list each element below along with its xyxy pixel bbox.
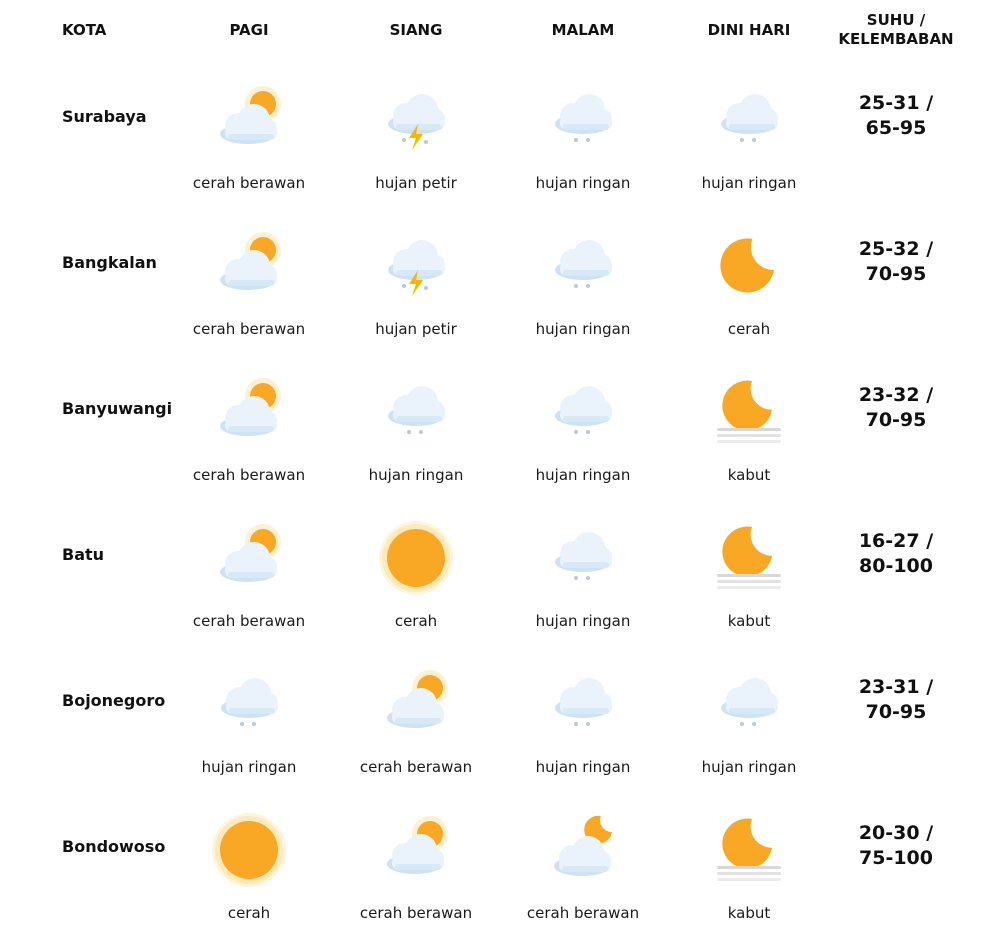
city-name: Surabaya xyxy=(62,106,147,126)
forecast-cell xyxy=(166,70,332,216)
forecast-cell xyxy=(666,508,832,654)
weather-label: cerah berawan xyxy=(526,904,640,922)
humidity-range: 80-100 xyxy=(859,555,933,577)
forecast-row xyxy=(0,362,1000,508)
weather-label: hujan ringan xyxy=(368,466,464,484)
weather-label: hujan ringan xyxy=(535,758,631,776)
weather-label: cerah xyxy=(227,904,271,922)
weather-label: cerah berawan xyxy=(359,904,473,922)
temperature-humidity xyxy=(818,508,974,600)
city-name: Bangkalan xyxy=(62,252,157,272)
forecast-cell xyxy=(666,800,832,946)
weather-label: cerah berawan xyxy=(359,758,473,776)
temperature-humidity xyxy=(818,70,974,162)
weather-label: hujan petir xyxy=(375,320,457,338)
weather-label: cerah berawan xyxy=(192,612,306,630)
temperature-range: 25-31 / xyxy=(858,92,934,114)
weather-label: cerah xyxy=(727,320,771,338)
forecast-row xyxy=(0,216,1000,362)
temperature-humidity xyxy=(818,800,974,892)
forecast-row xyxy=(0,508,1000,654)
city-name: Bondowoso xyxy=(62,836,166,856)
forecast-cell xyxy=(166,216,332,362)
temperature-humidity xyxy=(818,654,974,746)
forecast-cell xyxy=(666,362,832,508)
humidity-range: 75-100 xyxy=(859,847,933,869)
forecast-cell xyxy=(666,654,832,800)
weather-label: kabut xyxy=(727,904,771,922)
column-header-pagi: PAGI xyxy=(229,20,269,39)
temperature-range: 23-32 / xyxy=(858,384,934,406)
column-header-malam: MALAM xyxy=(551,20,615,39)
forecast-cell xyxy=(500,70,666,216)
humidity-range: 65-95 xyxy=(865,117,927,139)
forecast-cell xyxy=(500,508,666,654)
forecast-row xyxy=(0,70,1000,216)
column-header-siang: SIANG xyxy=(389,20,443,39)
header-suhu-line1: SUHU / xyxy=(866,11,926,29)
forecast-cell xyxy=(500,654,666,800)
weather-label: hujan ringan xyxy=(701,174,797,192)
forecast-cell xyxy=(333,362,499,508)
weather-label: cerah berawan xyxy=(192,174,306,192)
forecast-cell xyxy=(166,654,332,800)
forecast-cell xyxy=(333,70,499,216)
column-header-suhu-kelembaban xyxy=(818,0,974,60)
forecast-row xyxy=(0,800,1000,946)
humidity-range: 70-95 xyxy=(865,263,927,285)
weather-label: cerah xyxy=(394,612,438,630)
temperature-range: 16-27 / xyxy=(858,530,934,552)
city-name: Bojonegoro xyxy=(62,690,166,710)
forecast-cell xyxy=(666,70,832,216)
weather-label: kabut xyxy=(727,612,771,630)
forecast-cell xyxy=(333,800,499,946)
forecast-cell xyxy=(500,216,666,362)
temperature-humidity xyxy=(818,216,974,308)
forecast-row xyxy=(0,654,1000,800)
column-header-dini-hari: DINI HARI xyxy=(707,20,791,39)
weather-label: hujan ringan xyxy=(535,320,631,338)
column-header-kota: KOTA xyxy=(62,20,107,39)
weather-label: hujan ringan xyxy=(535,612,631,630)
weather-label: hujan ringan xyxy=(535,174,631,192)
weather-label: hujan petir xyxy=(375,174,457,192)
weather-label: cerah berawan xyxy=(192,320,306,338)
header-suhu-line2: KELEMBABAN xyxy=(838,30,954,48)
temperature-humidity xyxy=(818,362,974,454)
forecast-cell xyxy=(166,362,332,508)
temperature-range: 25-32 / xyxy=(858,238,934,260)
forecast-cell xyxy=(166,508,332,654)
humidity-range: 70-95 xyxy=(865,409,927,431)
temperature-range: 20-30 / xyxy=(858,822,934,844)
weather-label: hujan ringan xyxy=(535,466,631,484)
forecast-cell xyxy=(500,800,666,946)
temperature-range: 23-31 / xyxy=(858,676,934,698)
weather-label: cerah berawan xyxy=(192,466,306,484)
weather-label: hujan ringan xyxy=(701,758,797,776)
forecast-cell xyxy=(666,216,832,362)
forecast-cell xyxy=(333,216,499,362)
weather-label: kabut xyxy=(727,466,771,484)
humidity-range: 70-95 xyxy=(865,701,927,723)
forecast-cell xyxy=(333,508,499,654)
city-name: Batu xyxy=(62,544,105,564)
forecast-cell xyxy=(333,654,499,800)
city-name: Banyuwangi xyxy=(62,398,173,418)
weather-label: hujan ringan xyxy=(201,758,297,776)
forecast-cell xyxy=(500,362,666,508)
forecast-cell xyxy=(166,800,332,946)
